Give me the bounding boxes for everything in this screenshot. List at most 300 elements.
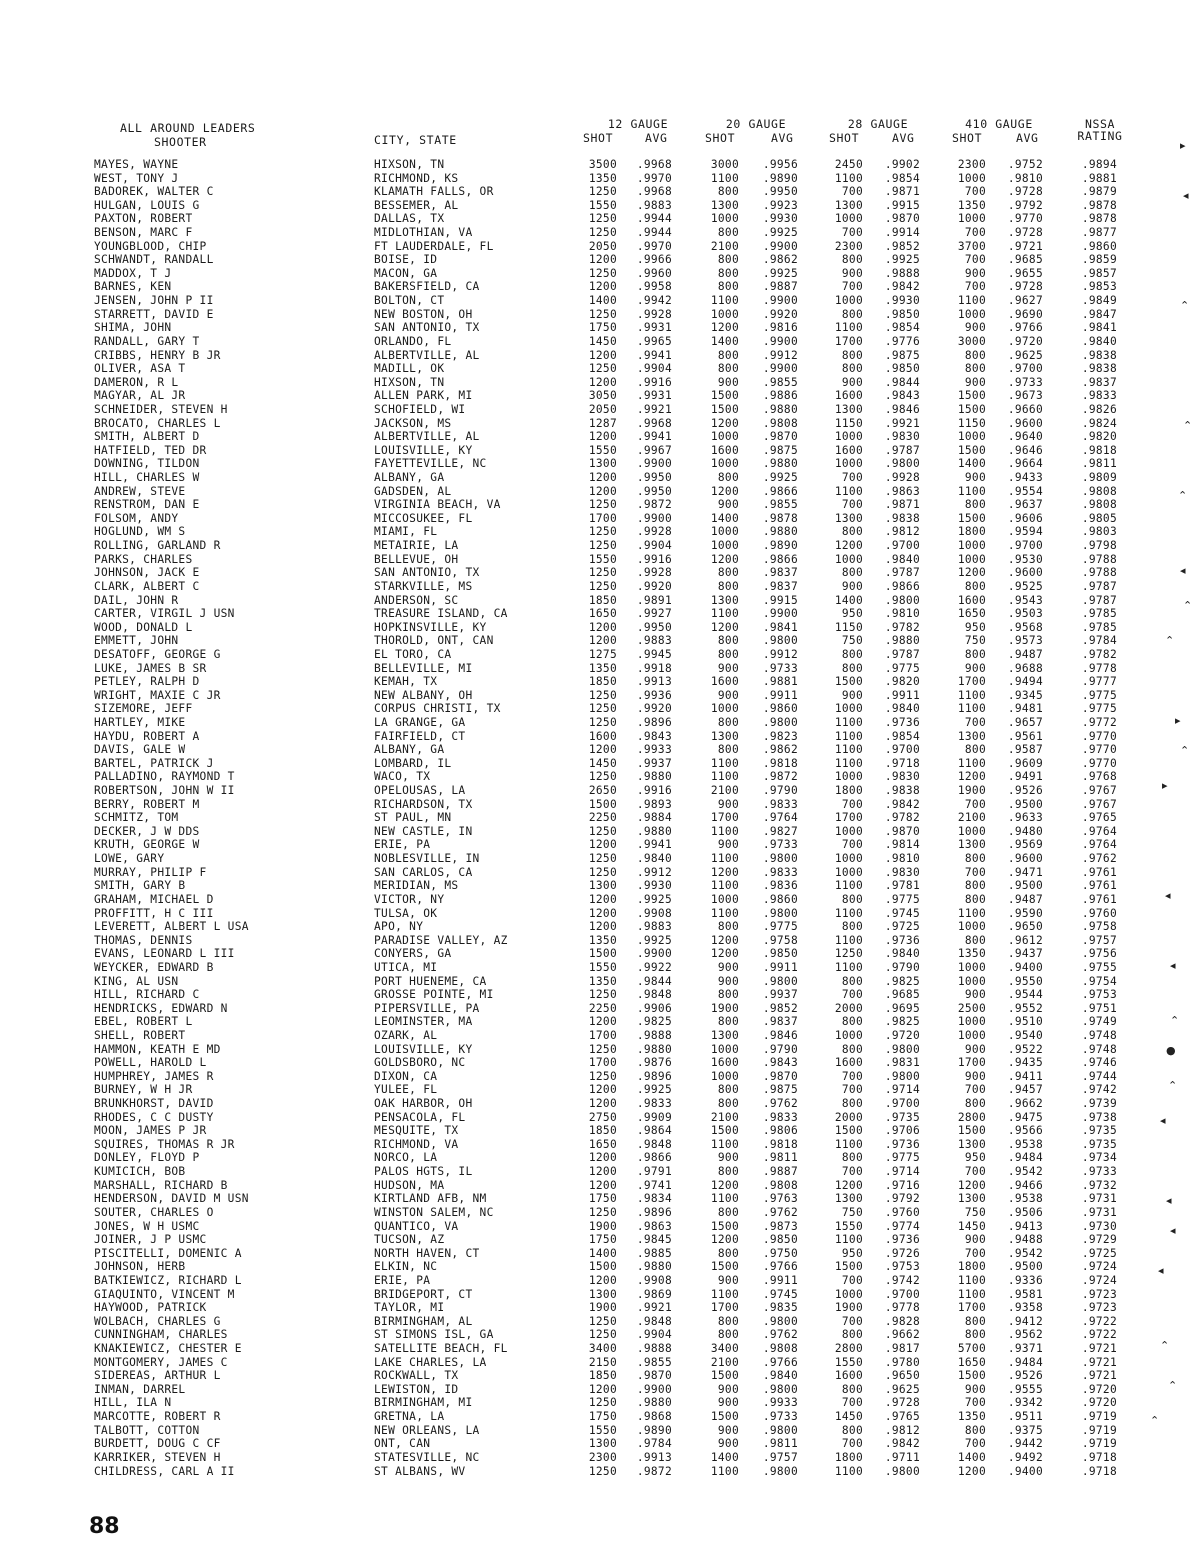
avg-12-cell: .9834 <box>636 1192 672 1206</box>
speck-mark: ◂ <box>1183 189 1189 202</box>
table-row <box>0 1043 1200 1057</box>
avg-20-cell: .9915 <box>762 593 798 607</box>
name-cell: CHILDRESS, CARL A II <box>94 1464 235 1478</box>
table-row <box>0 539 1200 553</box>
shot-28-cell: 1600 <box>834 1056 863 1070</box>
shot-28-cell: 700 <box>841 1396 863 1410</box>
shot-410-cell: 700 <box>964 1246 986 1260</box>
shot-12-cell: 1350 <box>588 661 617 675</box>
avg-12-cell: .9928 <box>636 525 672 539</box>
shot-28-cell: 1550 <box>834 1355 863 1369</box>
shot-20-cell: 1200 <box>710 321 739 335</box>
shot-12-cell: 2250 <box>588 811 617 825</box>
name-cell: MADDOX, T J <box>94 266 172 280</box>
shot-20-cell: 900 <box>717 1382 739 1396</box>
avg-28-cell: .9866 <box>884 579 920 593</box>
avg-20-cell: .9862 <box>762 743 798 757</box>
shot-12-cell: 1850 <box>588 593 617 607</box>
avg-20-cell: .9836 <box>762 879 798 893</box>
shot-410-cell: 1300 <box>957 1137 986 1151</box>
table-row <box>0 267 1200 281</box>
name-cell: BARNES, KEN <box>94 280 172 294</box>
city-state-header: CITY, STATE <box>374 133 457 147</box>
shot-20-cell: 1100 <box>710 824 739 838</box>
avg-12-cell: .9920 <box>636 579 672 593</box>
shot-20-cell: 800 <box>717 348 739 362</box>
table-row <box>0 988 1200 1002</box>
speck-mark: ⌃ <box>1150 1414 1160 1427</box>
avg-12-cell: .9931 <box>636 321 672 335</box>
shot-28-cell: 700 <box>841 185 863 199</box>
nssa-rating-cell: .9738 <box>1081 1110 1117 1124</box>
avg-20-cell: .9758 <box>762 933 798 947</box>
avg-28-cell: .9812 <box>884 1423 920 1437</box>
shot-28-cell: 800 <box>841 1015 863 1029</box>
avg-20-cell: .9887 <box>762 1165 798 1179</box>
avg-28-cell: .9736 <box>884 1233 920 1247</box>
shot-410-cell: 1000 <box>957 552 986 566</box>
shot-20-cell: 800 <box>717 471 739 485</box>
avg-28-cell: .9875 <box>884 348 920 362</box>
avg-28-cell: .9742 <box>884 1273 920 1287</box>
avg-20-cell: .9818 <box>762 1137 798 1151</box>
city-state-cell: HIXSON, TN <box>374 375 445 389</box>
nssa-rating-cell: .9748 <box>1081 1029 1117 1042</box>
shot-28-cell: 1900 <box>834 1301 863 1315</box>
avg-20-cell: .9923 <box>762 198 798 212</box>
name-cell: SHIMA, JOHN <box>94 321 172 335</box>
avg-12-cell: .9883 <box>636 920 672 934</box>
avg-410-cell: .9550 <box>1007 974 1043 988</box>
nssa-rating-cell: .9787 <box>1081 579 1117 593</box>
shot-410-cell: 750 <box>964 634 986 648</box>
shot-12-cell: 1250 <box>588 539 617 553</box>
avg-28-cell: .9828 <box>884 1314 920 1328</box>
avg-410-cell: .9457 <box>1007 1083 1043 1097</box>
city-state-cell: GROSSE POINTE, MI <box>374 988 494 1002</box>
avg-410-cell: .9594 <box>1007 525 1043 539</box>
shot-410-cell: 1300 <box>957 838 986 852</box>
shot-12-cell: 1250 <box>588 770 617 784</box>
avg-20-cell: .9800 <box>762 715 798 729</box>
shot-12-cell: 1500 <box>588 1260 617 1274</box>
shot-28-cell: 800 <box>841 525 863 539</box>
name-cell: HENDRICKS, EDWARD N <box>94 1001 228 1015</box>
shot-410-cell: 700 <box>964 797 986 811</box>
shot-410-cell: 1500 <box>957 1124 986 1138</box>
city-state-cell: LOUISVILLE, KY <box>374 443 473 457</box>
shot-12-cell: 1850 <box>588 675 617 689</box>
table-row <box>0 594 1200 608</box>
avg-12-cell: .9913 <box>636 675 672 689</box>
name-cell: MAGYAR, AL JR <box>94 389 186 403</box>
shot-12-cell: 1250 <box>588 715 617 729</box>
avg-12-cell: .9848 <box>636 988 672 1002</box>
city-state-cell: UTICA, MI <box>374 960 438 974</box>
avg-20-cell: .9840 <box>762 1369 798 1383</box>
table-row <box>0 1124 1200 1138</box>
shot-410-cell: 900 <box>964 471 986 485</box>
table-row <box>0 1206 1200 1220</box>
table-row <box>0 1288 1200 1302</box>
city-state-cell: STATESVILLE, NC <box>374 1450 480 1464</box>
avg-12-cell: .9784 <box>636 1437 672 1451</box>
shot-28-cell: 700 <box>841 1165 863 1179</box>
city-state-cell: RICHARDSON, TX <box>374 797 473 811</box>
city-state-cell: NOBLESVILLE, IN <box>374 852 480 866</box>
avg-12-cell: .9883 <box>636 198 672 212</box>
avg-20-cell: .9800 <box>762 906 798 920</box>
shot-28-cell: 1150 <box>834 416 863 430</box>
avg-12-cell: .9942 <box>636 294 672 308</box>
shot-20-cell: 1000 <box>710 892 739 906</box>
shot-20-cell: 800 <box>717 1097 739 1111</box>
shot-20-cell: 1100 <box>710 294 739 308</box>
city-state-cell: BOISE, ID <box>374 253 438 267</box>
name-cell: HAMMON, KEATH E MD <box>94 1042 221 1056</box>
name-cell: BADOREK, WALTER C <box>94 185 214 199</box>
avg-410-cell: .9562 <box>1007 1328 1043 1342</box>
name-cell: DECKER, J W DDS <box>94 824 200 838</box>
avg-28-cell: .9915 <box>884 198 920 212</box>
shot-20-cell: 900 <box>717 1423 739 1437</box>
city-state-cell: ST PAUL, MN <box>374 811 452 825</box>
name-cell: YOUNGBLOOD, CHIP <box>94 239 207 253</box>
table-row <box>0 335 1200 349</box>
shot-20-cell: 1100 <box>710 1464 739 1478</box>
nssa-rating-cell: .9859 <box>1081 253 1117 267</box>
avg-12-cell: .9970 <box>636 239 672 253</box>
avg-20-cell: .9800 <box>762 1464 798 1478</box>
avg-20-cell: .9870 <box>762 1069 798 1083</box>
avg-410-cell: .9345 <box>1007 688 1043 702</box>
avg-20-cell: .9837 <box>762 1015 798 1029</box>
avg-410-cell: .9492 <box>1007 1450 1043 1464</box>
shot-12-cell: 1250 <box>588 1396 617 1410</box>
table-row <box>0 553 1200 567</box>
avg-28-cell: .9790 <box>884 960 920 974</box>
shot-20-cell: 800 <box>717 743 739 757</box>
nssa-rating-cell: .9879 <box>1081 185 1117 199</box>
shot-28-cell: 800 <box>841 1328 863 1342</box>
shot-28-cell: 900 <box>841 579 863 593</box>
shot-20-cell: 800 <box>717 1246 739 1260</box>
leaders-table <box>0 158 1200 1478</box>
avg-410-cell: .9733 <box>1007 375 1043 389</box>
name-cell: PARKS, CHARLES <box>94 552 193 566</box>
shot-410-cell: 900 <box>964 1233 986 1247</box>
avg-12-cell: .9968 <box>636 185 672 199</box>
city-state-cell: JACKSON, MS <box>374 416 452 430</box>
shot-20-cell: 1300 <box>710 593 739 607</box>
nssa-rating-cell: .9731 <box>1081 1205 1117 1219</box>
avg-12-cell: .9937 <box>636 756 672 770</box>
shot-12-cell: 1700 <box>588 1056 617 1070</box>
avg-20-cell: .9900 <box>762 239 798 253</box>
city-state-cell: SCHOFIELD, WI <box>374 402 466 416</box>
shot-20-cell: 800 <box>717 1314 739 1328</box>
city-state-cell: ERIE, PA <box>374 1273 431 1287</box>
shot-28-cell: 1200 <box>834 539 863 553</box>
avg-28-cell: .9718 <box>884 756 920 770</box>
city-state-cell: NEW ALBANY, OH <box>374 688 473 702</box>
city-state-cell: ELKIN, NC <box>374 1260 438 1274</box>
avg-28-cell: .9726 <box>884 1246 920 1260</box>
avg-410-cell: .9552 <box>1007 1001 1043 1015</box>
name-cell: SCHNEIDER, STEVEN H <box>94 402 228 416</box>
shot-12-cell: 1500 <box>588 797 617 811</box>
shot-12-cell: 1250 <box>588 1205 617 1219</box>
avg-12-cell: .9968 <box>636 158 672 171</box>
avg-410-cell: .9442 <box>1007 1437 1043 1451</box>
shot-12-cell: 1200 <box>588 253 617 267</box>
avg-410-cell: .9543 <box>1007 593 1043 607</box>
shot-20-cell: 1700 <box>710 1301 739 1315</box>
avg-12-cell: .9855 <box>636 1355 672 1369</box>
shot-410-cell: 1500 <box>957 511 986 525</box>
avg-28-cell: .9787 <box>884 647 920 661</box>
nssa-rating-cell: .9765 <box>1081 811 1117 825</box>
table-row <box>0 1356 1200 1370</box>
nssa-rating-cell: .9718 <box>1081 1464 1117 1478</box>
shot-28-cell: 1150 <box>834 620 863 634</box>
shot-20-cell: 1100 <box>710 1287 739 1301</box>
name-cell: KUMICICH, BOB <box>94 1165 186 1179</box>
avg-28-cell: .9650 <box>884 1369 920 1383</box>
shot-12-cell: 1300 <box>588 879 617 893</box>
avg-410-cell: .9573 <box>1007 634 1043 648</box>
shot-28-cell: 1100 <box>834 906 863 920</box>
city-state-cell: THOROLD, ONT, CAN <box>374 634 494 648</box>
avg-28-cell: .9776 <box>884 334 920 348</box>
nssa-rating-cell: .9723 <box>1081 1287 1117 1301</box>
shot-12-cell: 1200 <box>588 375 617 389</box>
name-cell: JOINER, J P USMC <box>94 1233 207 1247</box>
shot-28-cell: 1600 <box>834 1369 863 1383</box>
city-state-cell: MICCOSUKEE, FL <box>374 511 473 525</box>
nssa-rating-cell: .9722 <box>1081 1328 1117 1342</box>
avg-28-cell: .9930 <box>884 294 920 308</box>
shot-410-cell: 1100 <box>957 294 986 308</box>
shot-20-cell: 1500 <box>710 389 739 403</box>
speck-mark: ⌃ <box>1168 1079 1178 1092</box>
shot-410-cell: 1200 <box>957 1178 986 1192</box>
shot-28-cell: 1300 <box>834 511 863 525</box>
table-row <box>0 471 1200 485</box>
table-row <box>0 825 1200 839</box>
avg-28-cell: .9765 <box>884 1410 920 1424</box>
name-cell: DONLEY, FLOYD P <box>94 1151 200 1165</box>
city-state-cell: QUANTICO, VA <box>374 1219 459 1233</box>
table-row <box>0 975 1200 989</box>
shot-20-cell: 800 <box>717 920 739 934</box>
name-cell: SOUTER, CHARLES O <box>94 1205 214 1219</box>
name-cell: JONES, W H USMC <box>94 1219 200 1233</box>
avg-28-cell: .9870 <box>884 212 920 226</box>
shot-12-cell: 1275 <box>588 647 617 661</box>
shot-20-cell: 1000 <box>710 539 739 553</box>
avg-410-cell: .9437 <box>1007 947 1043 961</box>
shot-12-cell: 1200 <box>588 1097 617 1111</box>
avg-12-cell: .9930 <box>636 879 672 893</box>
avg-20-cell: .9900 <box>762 362 798 376</box>
shot-410-cell: 800 <box>964 348 986 362</box>
city-state-cell: LEOMINSTER, MA <box>374 1015 473 1029</box>
table-row <box>0 662 1200 676</box>
avg-12-cell: .9909 <box>636 1110 672 1124</box>
table-row <box>0 757 1200 771</box>
shot-20-cell: 1500 <box>710 1369 739 1383</box>
table-row <box>0 743 1200 757</box>
avg-20-cell: .9808 <box>762 416 798 430</box>
shooter-header: SHOOTER <box>154 135 207 149</box>
shot-28-cell: 800 <box>841 1423 863 1437</box>
nssa-rating-cell: .9805 <box>1081 511 1117 525</box>
name-cell: SMITH, ALBERT D <box>94 430 200 444</box>
shot-28-cell: 1600 <box>834 443 863 457</box>
nssa-rating-cell: .9777 <box>1081 675 1117 689</box>
avg-20-cell: .9790 <box>762 784 798 798</box>
avg-12-cell: .9916 <box>636 784 672 798</box>
avg-20-cell: .9816 <box>762 321 798 335</box>
table-row <box>0 1233 1200 1247</box>
city-state-cell: TREASURE ISLAND, CA <box>374 607 508 621</box>
avg-20-cell: .9762 <box>762 1205 798 1219</box>
avg-410-cell: .9526 <box>1007 1369 1043 1383</box>
avg-20-cell: .9937 <box>762 988 798 1002</box>
shot-410-cell: 1300 <box>957 1192 986 1206</box>
avg-410-cell: .9792 <box>1007 198 1043 212</box>
nssa-rating-cell: .9719 <box>1081 1410 1117 1424</box>
speck-mark: ⌃ <box>1160 1339 1170 1352</box>
table-row <box>0 770 1200 784</box>
shot-12-cell: 1200 <box>588 1151 617 1165</box>
nssa-rating-cell: .9734 <box>1081 1151 1117 1165</box>
avg-12-cell: .9950 <box>636 620 672 634</box>
avg-20-cell: .9833 <box>762 797 798 811</box>
city-state-cell: DIXON, CA <box>374 1069 438 1083</box>
shot-410-cell: 1100 <box>957 756 986 770</box>
avg-20-cell: .9925 <box>762 226 798 240</box>
shot-20-cell: 1100 <box>710 906 739 920</box>
avg-20-cell: .9750 <box>762 1246 798 1260</box>
avg-28-cell: .9825 <box>884 1015 920 1029</box>
avg-20-cell: .9808 <box>762 1178 798 1192</box>
speck-mark: ⌃ <box>1180 299 1190 312</box>
avg-28-cell: .9854 <box>884 171 920 185</box>
avg-12-cell: .9863 <box>636 1219 672 1233</box>
city-state-cell: KEMAH, TX <box>374 675 438 689</box>
avg-28-cell: .9775 <box>884 661 920 675</box>
avg-20-cell: .9800 <box>762 634 798 648</box>
avg-20-cell: .9811 <box>762 1151 798 1165</box>
nssa-rating-cell: .9770 <box>1081 729 1117 743</box>
city-state-cell: SAN ANTONIO, TX <box>374 566 480 580</box>
nssa-header: NSSA <box>1084 117 1116 131</box>
avg-20-cell: .9878 <box>762 511 798 525</box>
avg-410-cell: .9633 <box>1007 811 1043 825</box>
avg-410-cell: .9673 <box>1007 389 1043 403</box>
avg-12-cell: .9950 <box>636 471 672 485</box>
city-state-cell: GADSDEN, AL <box>374 484 452 498</box>
name-cell: HARTLEY, MIKE <box>94 715 186 729</box>
avg-28-cell: .9800 <box>884 457 920 471</box>
avg-410-cell: .9540 <box>1007 1029 1043 1042</box>
name-cell: OLIVER, ASA T <box>94 362 186 376</box>
name-cell: LUKE, JAMES B SR <box>94 661 207 675</box>
shot-28-cell: 1100 <box>834 321 863 335</box>
name-cell: GRAHAM, MICHAEL D <box>94 892 214 906</box>
avg-12-cell: .9891 <box>636 593 672 607</box>
shot-410-cell: 1100 <box>957 906 986 920</box>
table-row <box>0 1451 1200 1465</box>
shot-20-cell: 1000 <box>710 525 739 539</box>
avg-12-cell: .9928 <box>636 566 672 580</box>
avg-12-cell: .9845 <box>636 1233 672 1247</box>
speck-mark: ▸ <box>1180 139 1186 152</box>
shot-12-cell: 2750 <box>588 1110 617 1124</box>
nssa-rating-cell: .9764 <box>1081 838 1117 852</box>
shot-410-cell: 1200 <box>957 1464 986 1478</box>
avg-20-cell: .9880 <box>762 457 798 471</box>
table-row <box>0 1015 1200 1029</box>
avg-12-cell: .9885 <box>636 1246 672 1260</box>
avg-20-cell: .9900 <box>762 334 798 348</box>
shot-410-cell: 1350 <box>957 198 986 212</box>
name-cell: DAVIS, GALE W <box>94 743 186 757</box>
shot-12-cell: 1600 <box>588 729 617 743</box>
shot-20-cell: 1600 <box>710 443 739 457</box>
nssa-rating-cell: .9724 <box>1081 1260 1117 1274</box>
city-state-cell: ALBERTVILLE, AL <box>374 430 480 444</box>
avg-12-cell: .9880 <box>636 1260 672 1274</box>
shot-28-cell: 800 <box>841 307 863 321</box>
shot-12-cell: 1250 <box>588 566 617 580</box>
shot-12-cell: 1650 <box>588 1137 617 1151</box>
avg-20-cell: .9873 <box>762 1219 798 1233</box>
shot-20-cell: 1200 <box>710 933 739 947</box>
avg-28-cell: .9842 <box>884 280 920 294</box>
avg-410-cell: .9650 <box>1007 920 1043 934</box>
shot-410-cell: 800 <box>964 1423 986 1437</box>
shot-12-cell: 2300 <box>588 1450 617 1464</box>
city-state-cell: ALBANY, GA <box>374 471 445 485</box>
nssa-rating-cell: .9838 <box>1081 348 1117 362</box>
avg-28-cell: .9902 <box>884 158 920 171</box>
shot-20-cell: 3400 <box>710 1342 739 1356</box>
shot-12-cell: 1200 <box>588 1178 617 1192</box>
avg-20-cell: .9900 <box>762 607 798 621</box>
name-cell: SCHMITZ, TOM <box>94 811 179 825</box>
shot-410-cell: 900 <box>964 1382 986 1396</box>
shot-410-cell: 1900 <box>957 784 986 798</box>
shot-20-cell: 1000 <box>710 1069 739 1083</box>
shot-410-cell: 1500 <box>957 389 986 403</box>
speck-mark: ◂ <box>1170 959 1176 972</box>
shot-28-cell: 1000 <box>834 1029 863 1042</box>
avg-20-cell: .9875 <box>762 443 798 457</box>
avg-20-cell: .9757 <box>762 1450 798 1464</box>
avg-20-cell: .9837 <box>762 579 798 593</box>
nssa-rating-cell: .9764 <box>1081 824 1117 838</box>
table-row <box>0 185 1200 202</box>
shot-28-cell: 1000 <box>834 457 863 471</box>
table-row <box>0 240 1200 254</box>
shot-410-cell: 1100 <box>957 702 986 716</box>
shot-410-cell: 800 <box>964 647 986 661</box>
city-state-cell: WACO, TX <box>374 770 431 784</box>
avg-28-cell: .9854 <box>884 729 920 743</box>
